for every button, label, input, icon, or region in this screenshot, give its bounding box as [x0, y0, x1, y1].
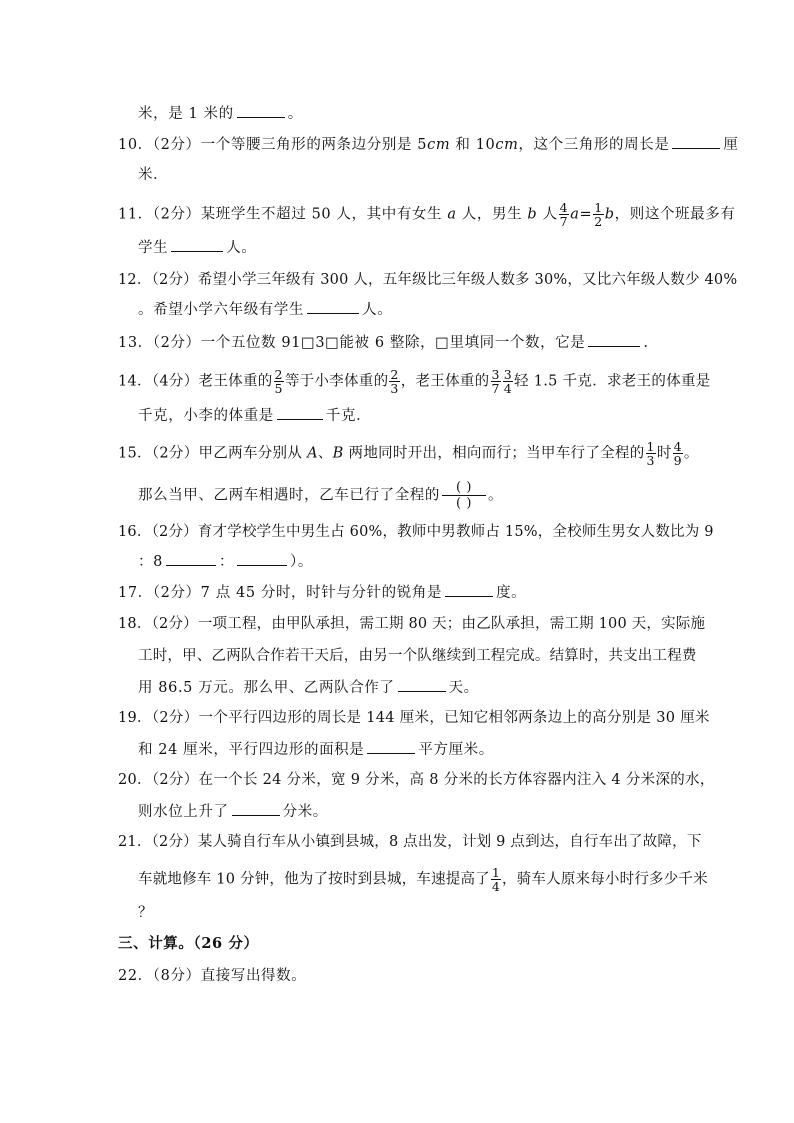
answer-blank[interactable] — [367, 739, 415, 754]
question-22: 22．（8分）直接写出得数。 — [118, 968, 307, 984]
question-11-line2: 学生 人。 — [138, 237, 256, 258]
question-15: 15．（2分）甲乙两车分别从 A、B 两地同时开出，相向而行；当甲车行了全程的 $\frac{1}{3}$ 时 $\frac{4}{9}$ 。 — [118, 439, 699, 468]
question-21-line3: ？ — [138, 905, 154, 921]
fraction: $\frac{3}{7}$ — [491, 367, 500, 396]
question-16-line2: ：8 ： ）。 — [138, 551, 313, 572]
question-16: 16．（2分）育才学校学生中男生占 60%，教师中男教师占 15%，全校师生男女人数比为 9 — [118, 524, 714, 540]
q9-tail: 米，是 1 米的 。 — [138, 103, 303, 124]
question-14: 14．（4分）老王体重的 $\frac{2}{5}$ 等于小李体重的 $\frac{2}{3}$ ，老王体重的 $\frac{3}{7}$ $\frac{3}{4}$ 轻 1.5 千克．求老王的体重是 — [118, 367, 711, 396]
question-17: 17．（2分）7 点 45 分时，时针与分针的锐角是 度。 — [118, 582, 526, 603]
answer-blank[interactable] — [672, 134, 720, 149]
answer-blank[interactable] — [232, 801, 280, 816]
question-12-line2: 。希望小学六年级有学生 人。 — [138, 299, 392, 320]
question-21: 21．（2分）某人骑自行车从小镇到县城，8 点出发，计划 9 点到达，自行车出了故障，下 — [118, 834, 702, 850]
question-18: 18．（2分）一项工程，由甲队承担，需工期 80 天；由乙队承担，需工期 100 天，实际施 — [118, 616, 706, 632]
question-19-line2: 和 24 厘米，平行四边形的面积是 平方厘米。 — [138, 739, 494, 760]
fraction: $\frac{1}{2}$ — [594, 200, 603, 229]
question-19: 19．（2分）一个平行四边形的周长是 144 厘米，已知它相邻两条边上的高分别是 30 厘米 — [118, 710, 710, 726]
answer-blank[interactable] — [398, 677, 446, 692]
fraction: $\frac{4}{9}$ — [673, 439, 682, 468]
fraction: $\frac{2}{3}$ — [390, 367, 399, 396]
question-20-line2: 则水位上升了 分米。 — [138, 801, 328, 822]
answer-blank[interactable] — [237, 551, 287, 566]
answer-blank[interactable] — [166, 551, 216, 566]
answer-blank[interactable] — [307, 299, 359, 314]
question-18-line3: 用 86.5 万元。那么甲、乙两队合作了 天。 — [138, 677, 479, 698]
section-heading: 三、计算。（26 分） — [118, 935, 259, 952]
fraction: $\frac{1}{4}$ — [491, 865, 501, 894]
question-15-line2: 那么当甲、乙两车相遇时，乙车已行了全程的 ( ) ( ) 。 — [138, 480, 504, 511]
answer-blank[interactable] — [237, 103, 285, 118]
question-18-line2: 工时，甲、乙两队合作若干天后，由另一个队继续到工程完成。结算时，共支出工程费 — [138, 648, 697, 664]
fraction: $\frac{2}{5}$ — [274, 367, 283, 396]
question-10-line2: 米． — [138, 167, 169, 183]
question-13: 13．（2分）一个五位数 91□3□能被 6 整除，□里填同一个数，它是 . — [118, 332, 649, 353]
question-20: 20．（2分）在一个长 24 分米，宽 9 分米，高 8 分米的长方体容器内注入 4 分米深的水， — [118, 772, 715, 788]
answer-blank[interactable] — [277, 405, 323, 420]
fraction: $\frac{4}{7}$ — [559, 200, 569, 229]
answer-blank[interactable] — [171, 237, 223, 252]
question-14-line2: 千克，小李的体重是 千克． — [138, 405, 371, 426]
answer-blank[interactable] — [445, 582, 493, 597]
answer-fraction[interactable]: ( ) ( ) — [442, 480, 486, 511]
question-12: 12．（2分）希望小学三年级有 300 人，五年级比三年级人数多 30%，又比六年级人数少 40% — [118, 272, 738, 288]
question-21-line2: 车就地修车 10 分钟，他为了按时到县城，车速提高了 $\frac{1}{4}$ ，骑车人原来每小时行多少千米 — [138, 865, 708, 894]
question-11: 11．（2分）某班学生不超过 50 人，其中有女生 a 人，男生 b 人 $\frac{4}{7}$ a= $\frac{1}{2}$ b，则这个班最多有 — [118, 200, 736, 229]
question-10: 10．（2分）一个等腰三角形的两条边分别是 5cm 和 10cm，这个三角形的周长是 厘 — [118, 134, 739, 155]
answer-blank[interactable] — [588, 332, 640, 347]
fraction: $\frac{3}{4}$ — [503, 367, 513, 396]
fraction: $\frac{1}{3}$ — [646, 439, 655, 468]
